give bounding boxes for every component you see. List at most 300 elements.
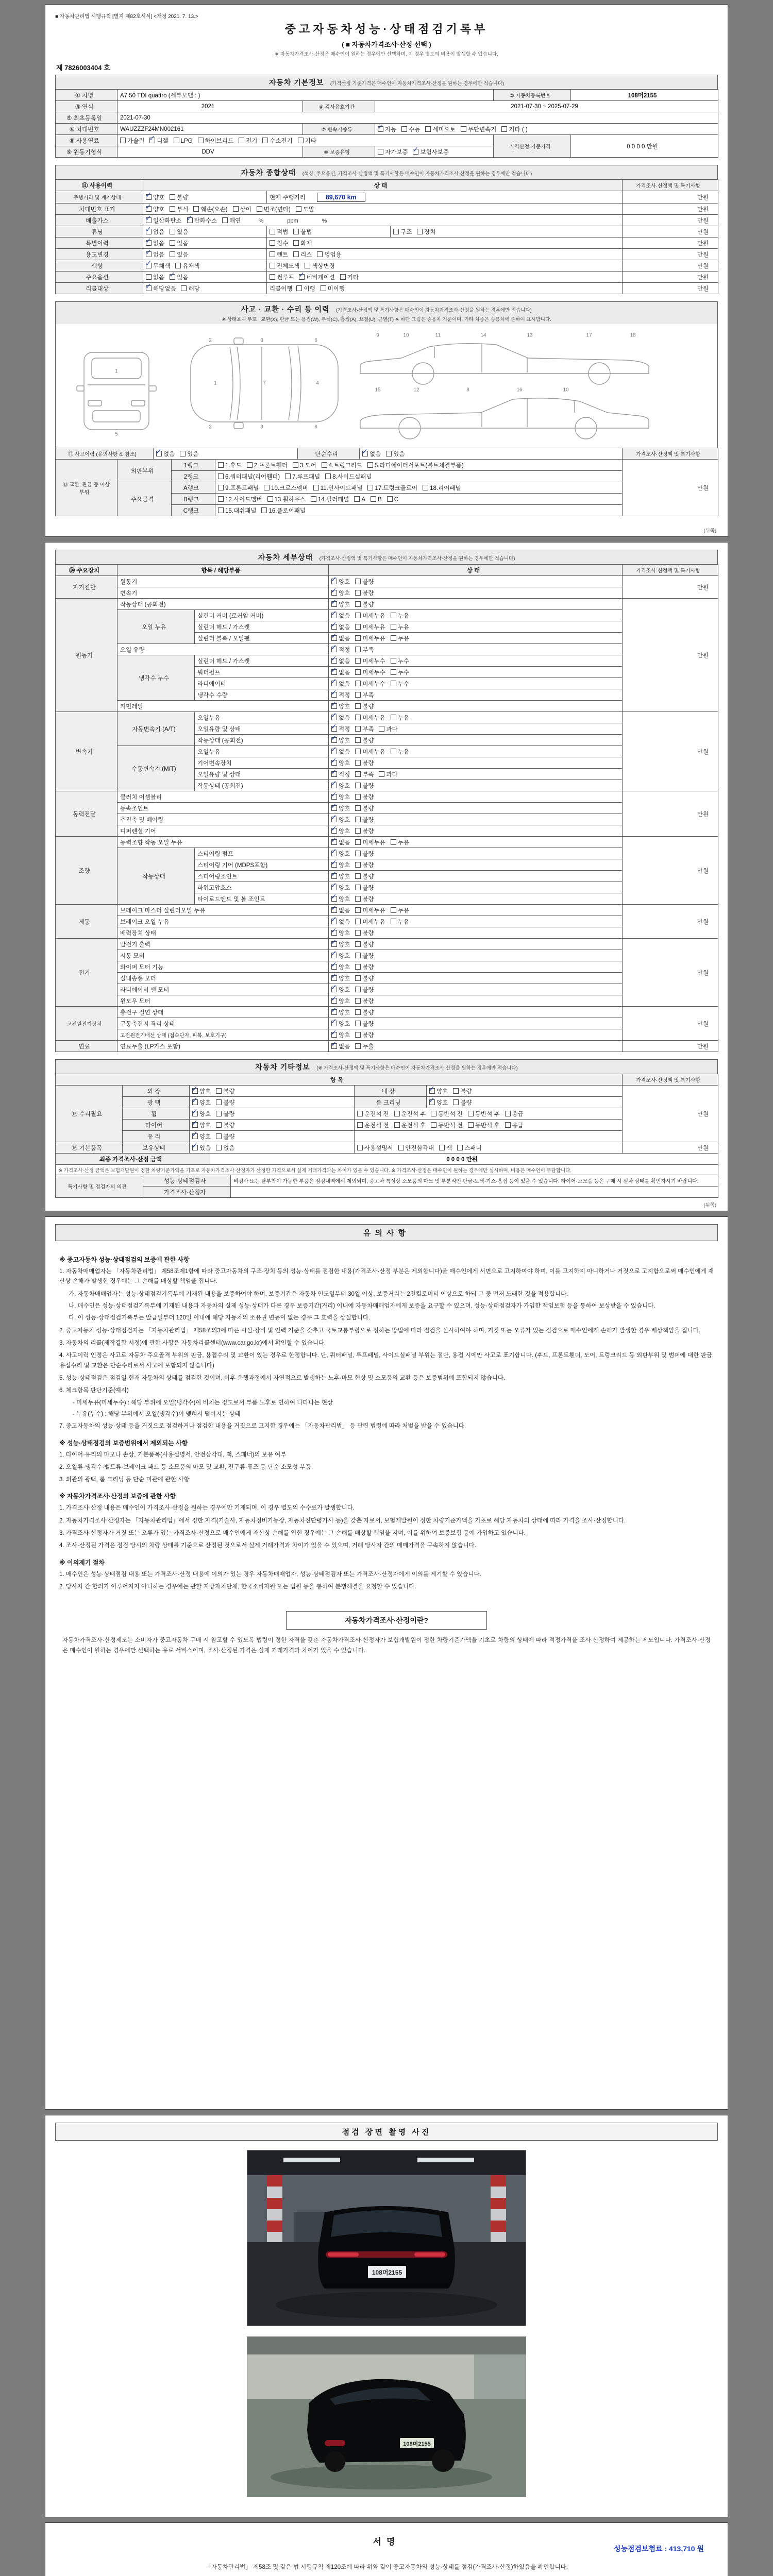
checkbox-option[interactable] <box>198 137 234 145</box>
checkbox-option[interactable] <box>461 125 497 133</box>
checkbox-option[interactable] <box>355 861 374 869</box>
checkbox-cell <box>329 927 623 939</box>
checkbox-empty-icon <box>355 760 361 766</box>
checkbox-option[interactable] <box>394 1110 426 1118</box>
checkbox-option[interactable] <box>247 461 288 469</box>
checkbox-cell <box>329 905 623 916</box>
inspection-photo-1 <box>247 2150 526 2326</box>
checkbox-option[interactable] <box>311 495 349 503</box>
checkbox-option[interactable] <box>391 668 409 676</box>
checkbox-label: 양호 <box>199 1088 211 1095</box>
checkbox-option[interactable] <box>257 205 291 213</box>
checkbox-option[interactable] <box>391 906 409 914</box>
cell-text: ⑧ 사용연료 <box>69 138 99 144</box>
checkbox-option[interactable] <box>355 929 374 937</box>
checkbox-label: 응급 <box>512 1122 524 1129</box>
table-cell <box>117 939 329 950</box>
checkbox-option[interactable] <box>285 472 320 481</box>
checkbox-option[interactable] <box>457 1144 481 1152</box>
checkbox-option[interactable] <box>149 137 168 145</box>
table-cell <box>117 746 195 791</box>
checkbox-option[interactable] <box>174 138 193 144</box>
checkbox-option[interactable] <box>425 125 455 133</box>
pricing-definition-title: 자동차가격조사·산정이란? <box>345 1616 428 1625</box>
checkbox-option[interactable] <box>355 646 374 654</box>
checkbox-option[interactable] <box>355 1020 374 1028</box>
checkbox-option[interactable] <box>331 782 350 790</box>
cell-text: 주행거리 및 계기상태 <box>73 195 121 201</box>
checkbox-option[interactable] <box>331 725 350 733</box>
checkbox-option[interactable] <box>187 216 217 225</box>
checkbox-option[interactable] <box>391 612 409 620</box>
checkbox-option[interactable] <box>391 838 409 846</box>
checkbox-option[interactable] <box>429 1098 448 1107</box>
checkbox-option[interactable] <box>355 804 374 812</box>
checkbox-option[interactable] <box>216 1121 234 1129</box>
checkbox-option[interactable] <box>192 1121 211 1129</box>
checkbox-option[interactable] <box>293 228 312 236</box>
checkbox-option[interactable] <box>331 929 350 937</box>
checkbox-option[interactable] <box>331 906 350 914</box>
checkbox-option[interactable] <box>293 461 316 469</box>
checkbox-label: 양호 <box>339 590 350 597</box>
checkbox-option[interactable] <box>267 495 306 503</box>
checkbox-empty-icon <box>193 206 199 212</box>
checkbox-option[interactable] <box>393 228 412 236</box>
checkbox-option[interactable] <box>331 1008 350 1016</box>
checkbox-option[interactable] <box>355 895 374 903</box>
checkbox-option[interactable] <box>216 1098 234 1107</box>
diagram-panel-number: 14 <box>480 332 486 338</box>
checkbox-option[interactable] <box>331 816 350 824</box>
sheet-detail <box>45 542 728 1211</box>
checkbox-empty-icon <box>355 703 361 709</box>
checkbox-option[interactable] <box>146 193 164 201</box>
cell-text: 실내송풍 모터 <box>120 975 156 982</box>
table-row <box>56 587 718 599</box>
checkbox-option[interactable] <box>355 623 385 631</box>
checkbox-option[interactable] <box>355 657 385 665</box>
checkbox-option[interactable] <box>355 952 374 960</box>
checkbox-option[interactable] <box>146 262 170 270</box>
checkbox-option[interactable] <box>192 1144 211 1152</box>
checkbox-option[interactable] <box>218 495 262 503</box>
checkbox-option[interactable] <box>453 1098 472 1107</box>
checkbox-option[interactable] <box>355 725 374 733</box>
table-row <box>56 1131 718 1142</box>
checkbox-empty-icon <box>218 496 224 502</box>
page-mark: (뒤쪽) <box>703 1202 716 1208</box>
checkbox-option[interactable] <box>423 484 461 492</box>
checkbox-option[interactable] <box>296 284 315 293</box>
checkbox-option[interactable] <box>355 986 374 994</box>
checkbox-option[interactable] <box>355 827 374 835</box>
checkbox-option[interactable] <box>371 496 382 503</box>
checkbox-empty-icon <box>355 794 361 800</box>
checkbox-option[interactable] <box>355 770 374 778</box>
checkbox-option[interactable] <box>355 816 374 824</box>
checkbox-checked-icon <box>331 998 337 1004</box>
checkbox-option[interactable] <box>305 262 334 270</box>
checkbox-option[interactable] <box>391 657 409 665</box>
checkbox-cell <box>329 939 623 950</box>
checkbox-option[interactable] <box>331 623 350 631</box>
checkbox-option[interactable] <box>355 612 385 620</box>
notice-line: 4. 조사·산정된 가격은 점검 당시의 차량 상태를 기준으로 산정된 것으로서 실제 거래가격과 차이가 있을 수 있으며, 거래 당사자 간의 매매가격을 구속하지 않습니다. <box>59 1543 476 1549</box>
checkbox-option[interactable] <box>505 1110 524 1118</box>
checkbox-empty-icon <box>355 839 361 845</box>
checkbox-option[interactable] <box>357 1144 393 1152</box>
table-cell <box>623 204 718 215</box>
checkbox-option[interactable] <box>355 702 374 710</box>
checkbox-option[interactable] <box>239 137 257 145</box>
checkbox-option[interactable] <box>379 725 397 733</box>
table-row <box>56 90 718 101</box>
checkbox-option[interactable] <box>216 1144 234 1152</box>
checkbox-option[interactable] <box>192 1098 211 1107</box>
checkbox-option[interactable] <box>331 884 350 892</box>
checkbox-option[interactable] <box>355 736 374 744</box>
checkbox-option[interactable] <box>331 850 350 858</box>
table-row <box>56 135 718 146</box>
checkbox-option[interactable] <box>270 239 288 247</box>
checkbox-option[interactable] <box>355 634 385 642</box>
cell-text: 연료누출 (LP가스 포함) <box>120 1043 180 1050</box>
cell-text: 조향 <box>78 868 90 874</box>
checkbox-option[interactable] <box>331 680 350 688</box>
checkbox-option[interactable] <box>355 872 374 880</box>
checkbox-option[interactable] <box>233 205 251 213</box>
checkbox-option[interactable] <box>331 974 350 982</box>
table-cell <box>117 995 329 1007</box>
checkbox-option[interactable] <box>216 1132 234 1141</box>
checkbox-option[interactable] <box>468 1110 500 1118</box>
cell-text: 비검사 또는 탈부착이 가능한 부품은 점검내역에서 제외되며, 중고차 특성상 소모품의 마모 및 부분적인 판금·도색·기스·흠집 등이 있을 수 있습니다. 타이어·소모품 등은 구매 시 실차 상태를 확인하시기 바랍니다. <box>233 1179 699 1184</box>
table-cell <box>172 482 215 494</box>
checkbox-option[interactable] <box>170 273 188 281</box>
checkbox-option[interactable] <box>331 589 350 597</box>
checkbox-option[interactable] <box>192 1087 211 1095</box>
checkbox-option[interactable] <box>331 872 350 880</box>
checkbox-option[interactable] <box>429 1087 448 1095</box>
checkbox-label: 세미오토 <box>432 126 456 133</box>
checkbox-option[interactable] <box>355 691 374 699</box>
checkbox-checked-icon <box>331 726 337 732</box>
checkbox-option[interactable] <box>218 484 259 492</box>
checkbox-option[interactable] <box>468 1121 500 1129</box>
checkbox-option[interactable] <box>355 906 385 914</box>
checkbox-empty-icon <box>233 206 239 212</box>
checkbox-option[interactable] <box>331 1020 350 1028</box>
cell-text: 가격조사·산정액 및 특기사항 <box>636 452 700 457</box>
table-row <box>56 101 718 112</box>
checkbox-label: 없음 <box>339 919 350 925</box>
checkbox-option[interactable] <box>331 736 350 744</box>
checkbox-option[interactable] <box>193 205 227 213</box>
checkbox-option[interactable] <box>501 125 527 133</box>
checkbox-option[interactable] <box>331 702 350 710</box>
checkbox-option[interactable] <box>355 850 374 858</box>
checkbox-empty-icon <box>355 624 361 630</box>
checkbox-option[interactable] <box>322 461 362 469</box>
checkbox-option[interactable] <box>146 216 182 225</box>
checkbox-option[interactable] <box>355 668 385 676</box>
table-cell <box>56 1154 210 1165</box>
checkbox-option[interactable] <box>401 125 420 133</box>
checkbox-option[interactable] <box>296 205 314 213</box>
checkbox-label: 미세누유 <box>362 907 385 914</box>
checkbox-option[interactable] <box>331 657 350 665</box>
checkbox-option[interactable] <box>331 748 350 756</box>
cell-text: 타이어 <box>145 1122 163 1129</box>
table-row <box>56 905 718 916</box>
checkbox-option[interactable] <box>331 1042 350 1050</box>
checkbox-option[interactable] <box>367 484 417 492</box>
table-cell <box>571 135 718 158</box>
table-row <box>56 1018 718 1029</box>
checkbox-option[interactable] <box>331 691 350 699</box>
checkbox-label: 누수 <box>397 669 409 676</box>
checkbox-option[interactable] <box>413 148 449 156</box>
checkbox-option[interactable] <box>331 634 350 642</box>
table-cell <box>117 905 329 916</box>
checkbox-option[interactable] <box>331 646 350 654</box>
checkbox-cell <box>267 283 623 294</box>
checkbox-option[interactable] <box>146 205 164 213</box>
checkbox-option[interactable] <box>331 918 350 926</box>
checkbox-label: 없음 <box>153 240 165 247</box>
checkbox-option[interactable] <box>331 895 350 903</box>
table-cell <box>117 1029 329 1041</box>
checkbox-option[interactable] <box>261 506 306 515</box>
checkbox-option[interactable] <box>355 918 385 926</box>
checkbox-option[interactable] <box>218 506 256 515</box>
checkbox-label: 양호 <box>339 794 350 801</box>
checkbox-option[interactable] <box>355 589 374 597</box>
checkbox-option[interactable] <box>331 986 350 994</box>
checkbox-option[interactable] <box>270 273 294 281</box>
cell-text: 만원 <box>697 1145 709 1151</box>
checkbox-empty-icon <box>264 485 270 490</box>
checkbox-option[interactable] <box>298 137 316 145</box>
checkbox-checked-icon <box>331 862 337 868</box>
checkbox-cell <box>267 226 391 238</box>
checkbox-option[interactable] <box>331 838 350 846</box>
checkbox-option[interactable] <box>218 461 242 469</box>
checkbox-option[interactable] <box>216 1110 234 1118</box>
checkbox-option[interactable] <box>357 1121 389 1129</box>
checkbox-option[interactable] <box>120 137 144 145</box>
checkbox-empty-icon <box>457 1145 463 1150</box>
checkbox-label: 양호 <box>339 1032 350 1039</box>
checkbox-option[interactable] <box>355 1008 374 1016</box>
checkbox-option[interactable] <box>391 680 409 688</box>
table-row <box>56 1041 718 1052</box>
checkbox-option[interactable] <box>170 239 188 247</box>
diagram-panel-number: 10 <box>563 387 569 393</box>
checkbox-option[interactable] <box>394 1121 426 1129</box>
checkbox-option[interactable] <box>331 612 350 620</box>
checkbox-option[interactable] <box>218 472 280 481</box>
checkbox-option[interactable] <box>355 600 374 608</box>
notice-line: 1. 매수인은 성능·상태점검 내용 또는 가격조사·산정 내용에 이의가 있는 경우 자동차매매업자, 성능·상태점검자 또는 가격조사·산정자에게 이의를 제기할 수 있습니다. <box>59 1571 481 1578</box>
checkbox-option[interactable] <box>146 228 164 236</box>
checkbox-option[interactable] <box>156 450 175 458</box>
checkbox-checked-icon <box>331 907 337 913</box>
checkbox-option[interactable] <box>391 918 409 926</box>
checkbox-option[interactable] <box>222 216 241 225</box>
checkbox-option[interactable] <box>331 963 350 971</box>
checkbox-option[interactable] <box>216 1087 234 1095</box>
checkbox-option[interactable] <box>354 496 365 503</box>
checkbox-option[interactable] <box>355 940 374 948</box>
checkbox-option[interactable] <box>293 250 312 259</box>
checkbox-option[interactable] <box>313 484 363 492</box>
table-cell <box>623 905 718 939</box>
checkbox-label: 있음 <box>177 240 189 247</box>
checkbox-option[interactable] <box>331 1031 350 1039</box>
checkbox-option[interactable] <box>355 578 374 586</box>
cell-text: 만원 <box>697 240 709 247</box>
cell-text: C랭크 <box>183 507 199 514</box>
checkbox-option[interactable] <box>293 239 312 247</box>
checkbox-empty-icon <box>355 1032 361 1038</box>
fee-label: 성능점검보험료 : <box>613 2545 667 2553</box>
cell-text: 만원 <box>697 652 709 659</box>
checkbox-option[interactable] <box>431 1121 463 1129</box>
checkbox-option[interactable] <box>325 472 372 481</box>
checkbox-option[interactable] <box>331 997 350 1005</box>
checkbox-option[interactable] <box>264 484 308 492</box>
checkbox-option[interactable] <box>170 228 188 236</box>
checkbox-option[interactable] <box>439 1144 452 1152</box>
checkbox-option[interactable] <box>146 284 176 293</box>
checkbox-option[interactable] <box>391 748 409 756</box>
checkbox-option[interactable] <box>331 770 350 778</box>
checkbox-option[interactable] <box>379 770 397 778</box>
checkbox-label: 불량 <box>362 873 374 880</box>
checkbox-option[interactable] <box>299 273 335 281</box>
checkbox-option[interactable] <box>355 793 374 801</box>
checkbox-option[interactable] <box>331 793 350 801</box>
checkbox-option[interactable] <box>340 273 359 281</box>
checkbox-option[interactable] <box>355 748 385 756</box>
checkbox-empty-icon <box>357 1145 363 1150</box>
checkbox-option[interactable] <box>270 228 288 236</box>
checkbox-option[interactable] <box>367 461 464 469</box>
checkbox-option[interactable] <box>355 714 385 722</box>
checkbox-cell <box>329 882 623 893</box>
checkbox-option[interactable] <box>331 952 350 960</box>
table-cell <box>117 460 172 482</box>
checkbox-empty-icon <box>218 473 224 479</box>
checkbox-option[interactable] <box>331 827 350 835</box>
sheet-photos <box>45 2115 728 2517</box>
notice-heading: ※ 중고자동차 성능·상태점검의 보증에 관한 사항 <box>59 1256 190 1263</box>
checkbox-cell <box>143 238 267 249</box>
checkbox-option[interactable] <box>355 1031 374 1039</box>
checkbox-option[interactable] <box>331 714 350 722</box>
checkbox-cell <box>329 984 623 995</box>
diagram-panel-number: 13 <box>527 332 533 338</box>
checkbox-option[interactable] <box>378 148 408 156</box>
checkbox-option[interactable] <box>146 273 164 281</box>
checkbox-label: 누유 <box>397 839 409 846</box>
checkbox-option[interactable] <box>331 668 350 676</box>
checkbox-option[interactable] <box>355 997 374 1005</box>
checkbox-option[interactable] <box>355 884 374 892</box>
checkbox-label: 미세누수 <box>362 658 385 665</box>
checkbox-option[interactable] <box>175 262 199 270</box>
checkbox-option[interactable] <box>355 759 374 767</box>
checkbox-option[interactable] <box>378 125 396 133</box>
checkbox-option[interactable] <box>362 450 381 458</box>
notice-line: 나. 매수인은 성능·상태점검기록부에 기재된 내용과 자동차의 실제 성능·상태가 다른 경우 보증기간(거리) 이내에 자동차매매업자에게 보증을 요구할 수 있으며, 성능·상태점검자가 가입한 책임보험 등을 통하여 보상받을 수 있습니다. <box>69 1302 656 1309</box>
table-cell <box>623 1007 718 1041</box>
checkbox-option[interactable] <box>331 759 350 767</box>
checkbox-empty-icon <box>355 658 361 664</box>
checkbox-option[interactable] <box>331 861 350 869</box>
checkbox-option[interactable] <box>398 1144 434 1152</box>
checkbox-option[interactable] <box>391 634 409 642</box>
cell-text: 작동상태 (공회전) <box>197 783 243 789</box>
checkbox-option[interactable] <box>355 963 374 971</box>
checkbox-option[interactable] <box>355 974 374 982</box>
checkbox-cell <box>143 204 623 215</box>
checkbox-empty-icon <box>355 1043 361 1049</box>
checkbox-option[interactable] <box>146 239 164 247</box>
checkbox-option[interactable] <box>181 284 199 293</box>
table-cell <box>56 1142 123 1154</box>
checkbox-option[interactable] <box>180 450 198 458</box>
checkbox-option[interactable] <box>192 1110 211 1118</box>
checkbox-option[interactable] <box>170 205 188 213</box>
checkbox-option[interactable] <box>453 1087 472 1095</box>
checkbox-option[interactable] <box>262 137 292 145</box>
checkbox-option[interactable] <box>417 228 435 236</box>
odometer-value: 89,670 km <box>317 193 365 202</box>
checkbox-option[interactable] <box>317 250 341 259</box>
checkbox-option[interactable] <box>386 450 405 458</box>
checkbox-option[interactable] <box>357 1110 389 1118</box>
checkbox-option[interactable] <box>431 1110 463 1118</box>
checkbox-option[interactable] <box>146 250 164 259</box>
checkbox-option[interactable] <box>321 284 345 293</box>
checkbox-option[interactable] <box>192 1132 211 1141</box>
checkbox-option[interactable] <box>355 680 385 688</box>
section-title-accident: 사고 · 교환 · 수리 등 이력 <box>241 305 330 313</box>
checkbox-option[interactable] <box>331 578 350 586</box>
checkbox-option[interactable] <box>170 193 188 201</box>
checkbox-option[interactable] <box>505 1121 524 1129</box>
cell-text: 단순수리 <box>315 451 338 457</box>
checkbox-option[interactable] <box>331 940 350 948</box>
checkbox-empty-icon <box>505 1122 511 1128</box>
checkbox-option[interactable] <box>355 1042 374 1050</box>
checkbox-option[interactable] <box>391 623 409 631</box>
cell-text: 실린더 커버 (로커암 커버) <box>197 613 264 619</box>
checkbox-option[interactable] <box>331 600 350 608</box>
table-cell <box>355 1086 427 1097</box>
checkbox-option[interactable] <box>355 782 374 790</box>
checkbox-option[interactable] <box>355 838 385 846</box>
checkbox-option[interactable] <box>270 262 299 270</box>
checkbox-option[interactable] <box>391 714 409 722</box>
checkbox-option[interactable] <box>331 804 350 812</box>
checkbox-option[interactable] <box>170 250 188 259</box>
checkbox-option[interactable] <box>387 496 398 503</box>
checkbox-option[interactable] <box>270 250 288 259</box>
